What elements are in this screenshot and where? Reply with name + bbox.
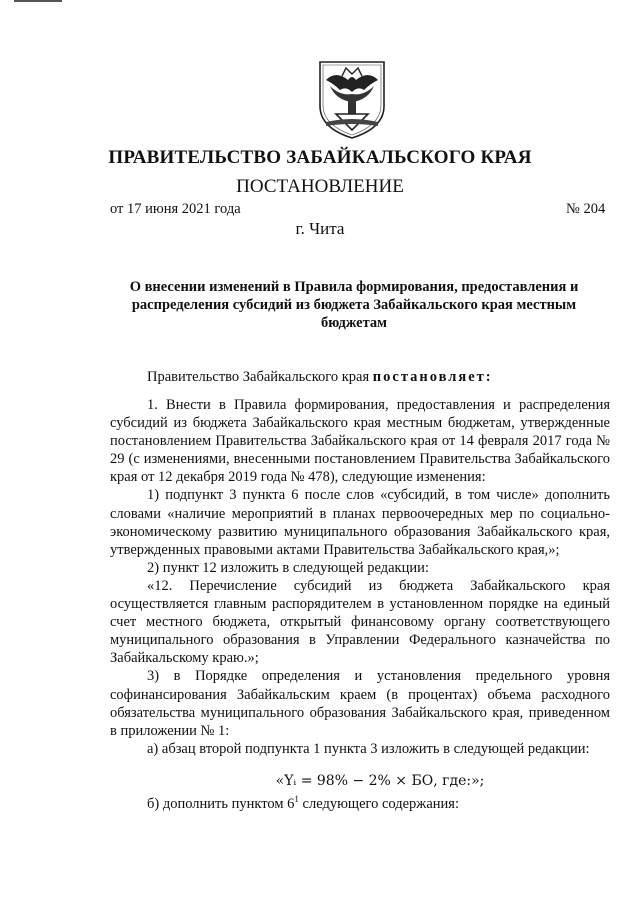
paragraph-3b [110, 790, 610, 813]
document-city: г. Чита [295, 219, 345, 238]
top-edge-line [14, 0, 62, 2]
paragraph-3b-pre: б) дополнить пунктом 6 [147, 795, 295, 812]
paragraph-1-2: 2) пункт 12 изложить в следующей редакции: [147, 559, 429, 576]
paragraph-3a: а) абзац второй подпункта 1 пункта 3 изложить в следующей редакции: [147, 740, 590, 757]
paragraph-3b-post: следующего содержания: [298, 795, 459, 812]
intro-text: Правительство Забайкальского края [147, 369, 373, 385]
paragraph-12-text: «12. Перечисление субсидий из бюджета Забайкальского края осуществляется главным распорядителем в установленном порядке на единый счет местного бюджета, открытый финансовому органу соответствующего муниципального образования в Управлении Федерального казначейства по Забайкальскому краю.»; [110, 577, 610, 667]
paragraph-3b-sup: 1 [294, 793, 299, 804]
document-date: от 17 июня 2021 года [110, 201, 241, 217]
coat-of-arms-emblem [312, 56, 392, 140]
formula: «Yᵢ = 98% − 2% × БО, где:»; [275, 772, 485, 789]
document-title: О внесении изменений в Правила формирования, предоставления и распределения субсидий из бюджета Забайкальского края местным бюджетам [129, 279, 579, 331]
government-name: ПРАВИТЕЛЬСТВО ЗАБАЙКАЛЬСКОГО КРАЯ [108, 147, 532, 168]
paragraph-1-1: 1) подпункт 3 пункта 6 после слов «субсидий, в том числе» дополнить словами «наличие мероприятий в планах первоочередных мер по социально-экономическому развитию муниципального образования Забайкальского края, утвержденных правовыми актами Правительства Забайкальского края,»; [110, 487, 610, 558]
document-type: ПОСТАНОВЛЕНИЕ [236, 176, 404, 197]
intro-line [147, 369, 493, 386]
intro-emphasis: постановляет: [372, 369, 493, 385]
document-body [110, 396, 610, 813]
document-number: № 204 [566, 201, 606, 217]
paragraph-1-3: 3) в Порядке определения и установления предельного уровня софинансирования Забайкальским краем (в процентах) объема расходного обязательства муниципального образования Забайкальского края, приведенном в приложении № 1: [110, 668, 610, 739]
paragraph-1: 1. Внести в Правила формирования, предоставления и распределения субсидий из бюджета Забайкальского края местным бюджетам, утвержденные постановлением Правительства Забайкальского края от 14 февраля 2017 года № 29 (с изменениями, внесенными постановлением Правительства Забайкальского края от 12 декабря 2019 года № 478), следующие изменения: [110, 397, 610, 486]
